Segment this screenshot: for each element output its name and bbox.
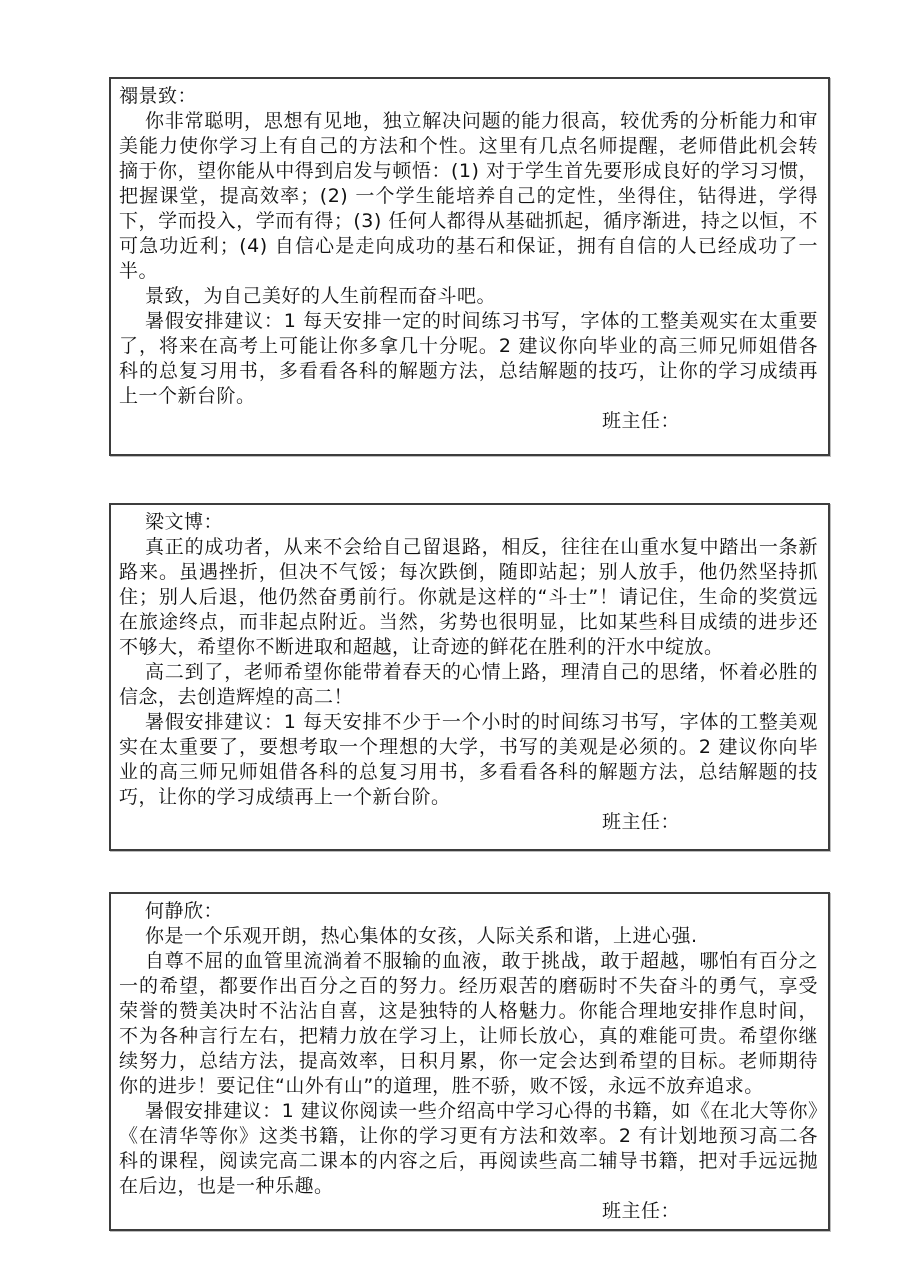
comment-paragraph: 你非常聪明，思想有见地，独立解决问题的能力很高，较优秀的分析能力和审美能力使你学习上有自己的方法和个性。这里有几点名师提醒，老师借此机会转摘于你，望你能从中得到启发与顿悟：(1) 对于学生首先要形成良好的学习习惯，把握课堂，提高效率；(2) 一个学生能培养自己的定性，坐得住，钻得进，学得下，学而投入，学而有得；(3) 任何人都得从基础抓起，循序渐进，持之以恒，不可急功近利；(4) 自信心是走向成功的基石和保证，拥有自信的人已经成功了一半。 [119,110,818,282]
comment-card-3 [109,892,830,1231]
teacher-signature-label: 班主任： [601,811,680,833]
student-name: 梁文博： [145,511,224,533]
comment-card-2 [109,503,830,851]
comment-paragraph: 暑假安排建议：1 每天安排不少于一个小时的时间练习书写，字体的工整美观实在太重要了，要想考取一个理想的大学，书写的美观是必须的。2 建议你向毕业的高三师兄师姐借各科的总复习用书，多看看各科的解题方法，总结解题的技巧，让你的学习成绩再上一个新台阶。 [119,711,818,808]
comment-paragraph: 景致，为自己美好的人生前程而奋斗吧。 [145,285,497,307]
comment-card-1 [109,77,830,456]
teacher-signature-label: 班主任： [601,410,680,432]
comment-paragraph: 自尊不屈的血管里流淌着不服输的血液，敢于挑战，敢于超越，哪怕有百分之一的希望，都要作出百分之百的努力。经历艰苦的磨砺时不失奋斗的勇气，享受荣誉的赞美决时不沾沾自喜，这是独特的人格魅力。你能合理地安排作息时间，不为各种言行左右，把精力放在学习上，让师长放心，真的难能可贵。希望你继续努力，总结方法，提高效率，日积月累，你一定会达到希望的目标。老师期待你的进步！要记住“山外有山”的道理，胜不骄，败不馁，永远不放弃追求。 [119,950,818,1097]
comment-paragraph: 暑假安排建议：1 建议你阅读一些介绍高中学习心得的书籍，如《在北大等你》《在清华等你》这类书籍，让你的学习更有方法和效率。2 有计划地预习高二各科的课程，阅读完高二课本的内容之后，再阅读些高二辅导书籍，把对手远远抛在后边，也是一种乐趣。 [119,1100,818,1197]
student-name: 何静欣： [145,900,224,922]
comment-paragraph: 高二到了，老师希望你能带着春天的心情上路，理清自己的思绪，怀着必胜的信念，去创造辉煌的高二！ [119,661,818,708]
teacher-signature-label: 班主任： [601,1200,680,1222]
student-name: 禤景致： [119,85,198,107]
comment-paragraph: 暑假安排建议：1 每天安排一定的时间练习书写，字体的工整美观实在太重要了，将来在高考上可能让你多拿几十分呢。2 建议你向毕业的高三师兄师姐借各科的总复习用书，多看看各科的解题方法，总结解题的技巧，让你的学习成绩再上一个新台阶。 [119,310,818,407]
comment-paragraph: 真正的成功者，从来不会给自己留退路，相反，往往在山重水复中踏出一条新路来。虽遇挫折，但决不气馁；每次跌倒，随即站起；别人放手，他仍然坚持抓住；别人后退，他仍然奋勇前行。你就是这样的“斗士”！请记住，生命的奖赏远在旅途终点，而非起点附近。当然，劣势也很明显，比如某些科目成绩的进步还不够大，希望你不断进取和超越，让奇迹的鲜花在胜利的汗水中绽放。 [119,536,818,658]
comment-paragraph: 你是一个乐观开朗，热心集体的女孩，人际关系和谐，上进心强. [145,925,698,947]
